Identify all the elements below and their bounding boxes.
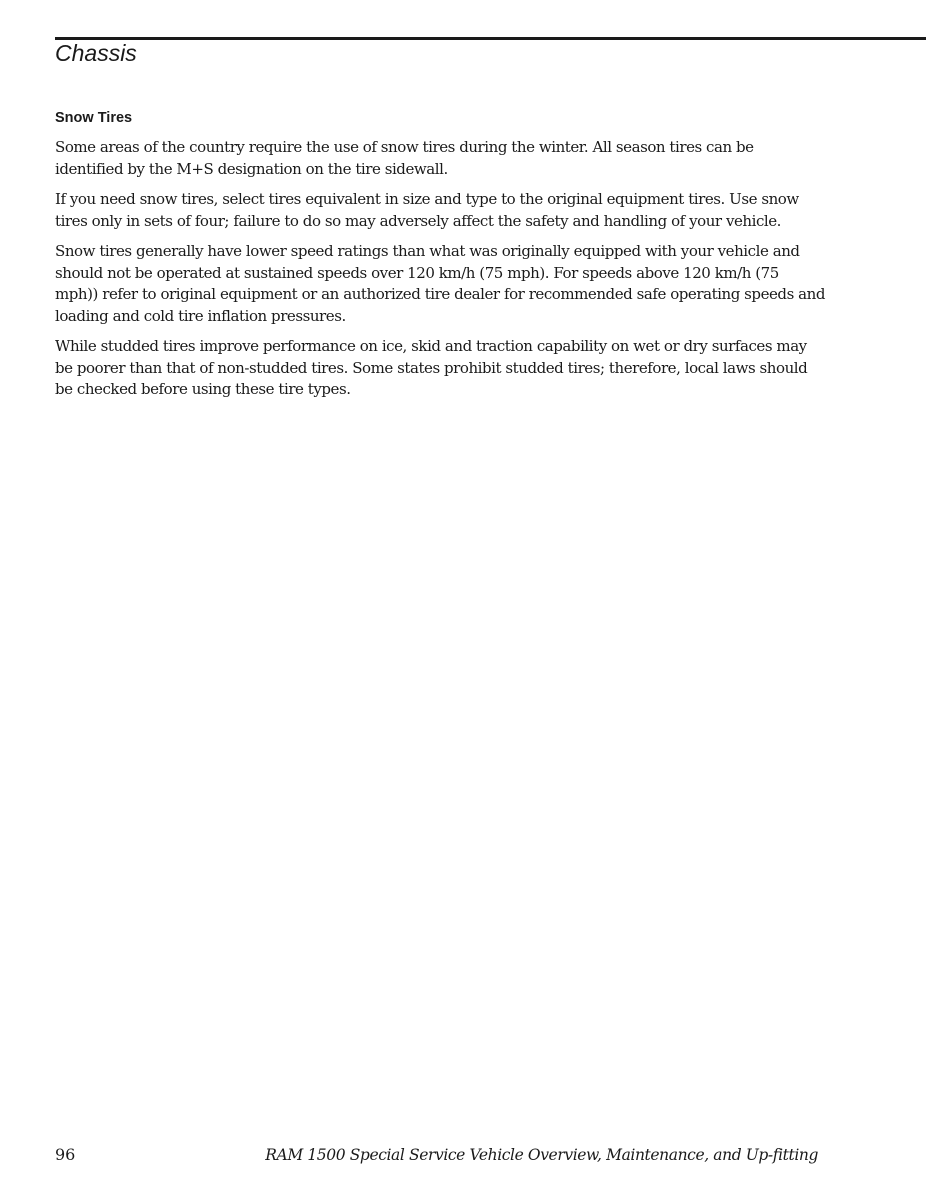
page-content [55, 108, 825, 410]
header-rule [55, 37, 926, 40]
paragraph-2: If you need snow tires, select tires equivalent in size and type to the original equipment tires. Use snow tires only in sets of four; failure to do so may adversely affect the safety and handling of your vehicle. [55, 190, 799, 230]
paragraph-1: Some areas of the country require the use of snow tires during the winter. All season tires can be identified by the M+S designation on the tire sidewall. [55, 138, 754, 178]
paragraph-4: While studded tires improve performance on ice, skid and traction capability on wet or dry surfaces may be poorer than that of non-studded tires. Some states prohibit studded tires; therefore, local laws should be checked before using these tire types. [55, 337, 808, 398]
page-number: 96 [55, 1145, 76, 1164]
document-title: RAM 1500 Special Service Vehicle Overview, Maintenance, and Up-fitting [265, 1146, 818, 1164]
section-title: Chassis [55, 40, 137, 66]
subheading-snow-tires: Snow Tires [55, 110, 133, 126]
paragraph-3: Snow tires generally have lower speed ratings than what was originally equipped with your vehicle and should not be operated at sustained speeds over 120 km/h (75 mph). For speeds above 120 km/h (75 mph)) refer to original equipment or an authorized tire dealer for recommended safe operating speeds and loading and cold tire inflation pressures. [55, 242, 825, 325]
